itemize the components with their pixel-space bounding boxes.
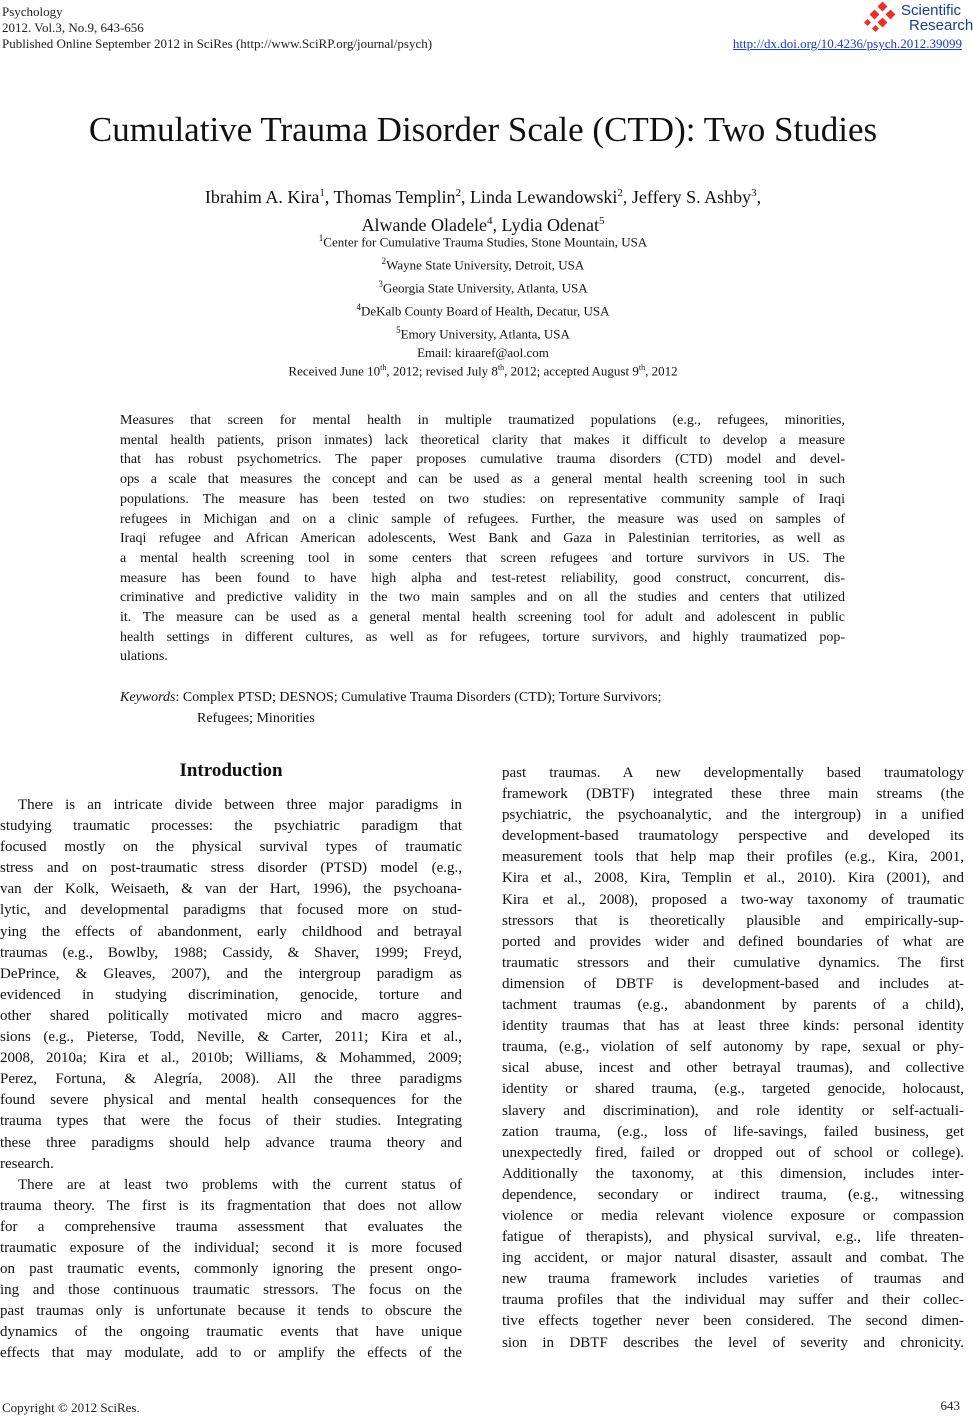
body-line: violence or media relevant violence exposure or compassion — [502, 1207, 964, 1224]
keywords — [120, 687, 662, 729]
author-email: Email: kiraaref@aol.com — [417, 344, 549, 360]
body-line: development-based traumatology perspective and developed its — [502, 828, 964, 845]
author: Thomas Templin$^2$, — [333, 187, 470, 207]
body-line: Kira et al., 2008, Kira, Templin et al., 2010). Kira (2001), and — [502, 870, 964, 887]
keywords-line-2: Refugees; Minorities — [197, 711, 315, 726]
body-line: research. — [0, 1155, 54, 1172]
abstract-line: refugees in Michigan and on a clinic sample of refugees. Further, the measure was used on samples of — [120, 511, 845, 527]
author: Jeffery S. Ashby$^3$, — [631, 187, 762, 207]
author: Lydia Odenat$^5$ — [501, 215, 605, 235]
body-line: zation trauma, (e.g., loss of life-savings, failed business, get — [502, 1123, 964, 1140]
paper-title: Cumulative Trauma Disorder Scale (CTD): Two Studies — [88, 110, 878, 149]
body-line: Kira et al., 2008), proposed a two-way taxonomy of traumatic — [502, 891, 964, 908]
affiliation: $^4$DeKalb County Board of Health, Decatur, USA — [356, 301, 610, 319]
logo-text-research: Research — [909, 17, 973, 34]
abstract-line: criminative and predictive validity in the two main samples and on all the studies and centers that utilized — [120, 590, 845, 606]
body-line: tive effects together never been considered. The second dimen- — [502, 1313, 964, 1330]
affiliation: $^2$Wayne State University, Detroit, USA — [381, 255, 585, 273]
body-line: 2008, 2010a; Kira et al., 2010b; Williams, & Mohammed, 2009; — [0, 1050, 462, 1067]
body-line: these three paradigms should help advance trauma theory and — [0, 1134, 462, 1151]
body-line: van der Kolk, Weisaeth, & van der Hart, 1996), the psychoana- — [0, 881, 462, 898]
abstract-line: mental health patients, prison inmates) lack theoretical clarity that makes it difficult to develop a measure — [120, 432, 845, 448]
body-line: trauma types that were the focus of their studies. Integrating — [0, 1113, 462, 1130]
published-online: Published Online September 2012 in SciRes (http://www.SciRP.org/journal/psych) — [2, 36, 433, 51]
body-line: ing accident, or major natural disaster, assault and combat. The — [502, 1250, 964, 1267]
doi-link[interactable]: http://dx.doi.org/10.4236/psych.2012.39099 — [732, 36, 962, 51]
body-line: stress and on post-traumatic stress disorder (PTSD) model (e.g., — [0, 860, 462, 877]
abstract-line: ops a scale that measures the concept and can be used as a general mental health screening tool in such — [120, 472, 845, 488]
body-line: sions (e.g., Pieterse, Todd, Neville, & Carter, 2011; Kira et al., — [0, 1029, 462, 1046]
affiliation: $^1$Center for Cumulative Trauma Studies, Stone Mountain, USA — [318, 233, 648, 250]
keywords-line-1: : Complex PTSD; DESNOS; Cumulative Trauma Disorders (CTD); Torture Survivors; — [175, 690, 662, 705]
abstract-line: Iraqi refugee and African American adolescents, West Bank and Gaza in Palestinian territories, as well as — [120, 531, 845, 547]
logo-diamond-icon — [865, 2, 901, 34]
body-line: effects that may modulate, add to or amplify the effects of the — [0, 1345, 462, 1362]
body-line: Additionally the taxonomy, at this dimension, includes inter- — [502, 1165, 964, 1182]
body-line: measurement tools that help map their profiles (e.g., Kira, 2001, — [502, 849, 964, 866]
right-column — [502, 763, 964, 1354]
keywords-label: Keywords — [120, 690, 176, 705]
section-heading-introduction: Introduction — [179, 760, 283, 781]
author: Ibrahim A. Kira$^1$, — [204, 187, 334, 207]
journal-header — [2, 4, 432, 52]
body-line: ying the effects of abandonment, early childhood and betrayal — [0, 923, 462, 940]
body-line: trauma profiles that the individual may suffer and their collec- — [502, 1292, 964, 1309]
body-line: framework (DBTF) integrated these three main streams (the — [502, 786, 964, 803]
body-line: traumatic exposure of the individual; second it is more focused — [0, 1239, 462, 1256]
body-line: ing and those continuous traumatic stressors. The focus on the — [0, 1282, 462, 1299]
abstract-line: populations. The measure has been tested on two studies: on representative community sample of Iraqi — [120, 491, 845, 507]
body-line: other shared politically motivated micro and macro aggres- — [0, 1007, 462, 1024]
body-line: traumatic stressors and their cumulative dynamics. The first — [502, 954, 964, 971]
body-line: Perez, Fortuna, & Alegría, 2008). All the three paradigms — [0, 1071, 462, 1088]
author: Alwande Oladele$^4$, — [361, 215, 502, 235]
authors-line-1 — [0, 181, 966, 209]
body-line: DePrince, & Gleaves, 2007), and the intergroup paradigm as — [0, 965, 462, 982]
body-line: ported and provides wider and defined boundaries of what are — [502, 933, 964, 950]
body-line: sion in DBTF describes the level of severity and chronicity. — [502, 1334, 964, 1351]
body-line: on past traumatic events, commonly ignoring the present ongo- — [0, 1261, 462, 1278]
abstract-line: health settings in different cultures, as well as for refugees, torture survivors, and highly traumatized pop- — [120, 629, 845, 645]
body-line: fatigue of therapists), and physical survival, e.g., life threaten- — [502, 1229, 964, 1246]
body-line: traumas (e.g., Bowlby, 1988; Cassidy, & Shaver, 1999; Freyd, — [0, 944, 462, 961]
body-line: stressors that is theoretically plausible and empirically-sup- — [502, 912, 964, 929]
body-line: trauma, (e.g., violation of self autonomy by rape, sexual or phy- — [502, 1039, 964, 1056]
affiliation: $^5$Emory University, Atlanta, USA — [396, 324, 570, 342]
body-line: There is an intricate divide between three major paradigms in — [18, 797, 462, 813]
abstract-line: measure has been found to have high alpha and test-retest reliability, good construct, concurrent, dis- — [120, 570, 845, 586]
journal-volume: 2012. Vol.3, No.9, 643-656 — [2, 20, 144, 35]
body-line: past traumas. A new developmentally based traumatology — [502, 765, 964, 781]
abstract — [120, 411, 845, 667]
body-line: past traumas only is unfortunate because it tends to obscure the — [0, 1303, 462, 1320]
body-line: focused mostly on the physical survival types of traumatic — [0, 839, 462, 856]
abstract-line: that has robust psychometrics. The paper proposes cumulative trauma disorders (CTD) model and devel- — [120, 452, 845, 468]
body-line: unexpectedly fired, failed or dropped out of school or college). — [502, 1144, 964, 1161]
logo-text-scientific: Scientific — [901, 2, 962, 19]
affiliations — [0, 229, 966, 362]
body-line: tachment traumas (e.g., abandonment by parents of a child), — [502, 997, 964, 1014]
body-line: identity traumas that has at least three kinds: personal identity — [502, 1018, 964, 1035]
abstract-line: a mental health screening tool in some centers that screen refugees and torture survivors in US. The — [120, 550, 845, 566]
abstract-line: ulations. — [120, 649, 168, 665]
body-line: psychiatric, the psychoanalytic, and the intergroup) in a unified — [502, 807, 964, 824]
author: Linda Lewandowski$^2$, — [469, 187, 632, 207]
page-number: 643 — [940, 1398, 960, 1413]
abstract-line: it. The measure can be used as a general mental health screening tool for adult and adolescent in public — [120, 610, 845, 626]
body-line: found severe physical and mental health consequences for the — [0, 1092, 462, 1109]
affiliation: $^3$Georgia State University, Atlanta, USA — [378, 278, 588, 296]
received-dates: Received June 10th, 2012; revised July 8th, 2012; accepted August 9th, 2012 — [288, 363, 678, 379]
journal-name: Psychology — [2, 4, 63, 19]
abstract-line: Measures that screen for mental health in multiple traumatized populations (e.g., refugees, minorities, — [120, 413, 845, 428]
body-line: trauma theory. The first is its fragmentation that does not allow — [0, 1197, 462, 1214]
body-line: dimension of DBTF is development-based and includes at- — [502, 975, 964, 992]
body-line: dependence, secondary or indirect trauma, (e.g., witnessing — [502, 1186, 964, 1203]
body-line: dynamics of the ongoing traumatic events that have unique — [0, 1324, 462, 1341]
body-line: evidenced in studying discrimination, genocide, torture and — [0, 986, 462, 1003]
copyright: Copyright © 2012 SciRes. — [2, 1400, 140, 1415]
body-line: new trauma framework includes varieties of traumas and — [502, 1271, 964, 1288]
left-column — [0, 795, 462, 1365]
body-line: identity or shared trauma, (e.g., targeted genocide, holocaust, — [502, 1081, 964, 1098]
body-line: There are at least two problems with the current status of — [18, 1176, 462, 1193]
body-line: studying traumatic processes: the psychiatric paradigm that — [0, 818, 462, 835]
body-line: sical abuse, incest and other betrayal traumas), and collective — [502, 1060, 964, 1077]
body-line: slavery and discrimination), and role identity or self-actuali- — [502, 1102, 964, 1119]
body-line: for a comprehensive trauma assessment that evaluates the — [0, 1218, 462, 1235]
scientific-research-logo — [865, 2, 973, 34]
body-line: lytic, and developmental paradigms that focused more on stud- — [0, 902, 462, 919]
